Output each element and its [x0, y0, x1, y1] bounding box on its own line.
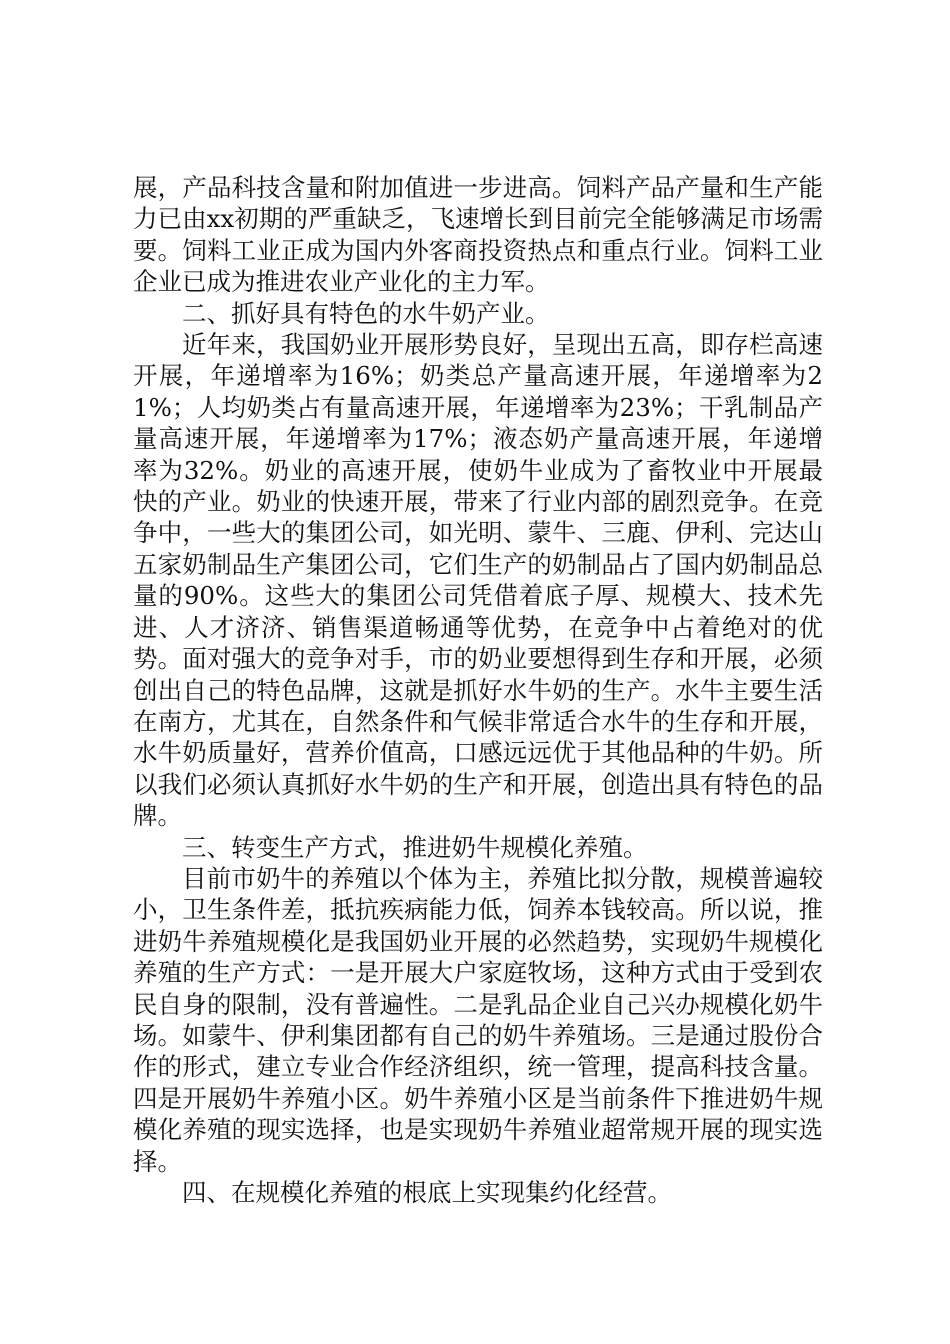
- section-heading-3: 三、转变生产方式，推进奶牛规模化养殖。: [182, 832, 648, 862]
- section-heading-4: 四、在规模化养殖的根底上实现集约化经营。: [182, 1178, 672, 1207]
- paragraph-continuation: 展，产品科技含量和附加值进一步进高。饲料产品产量和生产能力已由xx初期的严重缺乏，飞速增长到目前完全能够满足市场需要。饲料工业正成为国内外客商投资热点和重点行业。饲料工业企业已成为推进农业产业化的主力军。: [133, 173, 823, 297]
- section-heading-2: 二、抓好具有特色的水牛奶产业。: [182, 298, 550, 328]
- paragraph-scale-farming: 目前市奶牛的养殖以个体为主，养殖比拟分散，规模普遍较小，卫生条件差，抵抗疾病能力低，饲养本钱较高。所以说，推进奶牛养殖规模化是我国奶业开展的必然趋势，实现奶牛规模化养殖的生产方式：一是开展大户家庭牧场，这种方式由于受到农民自身的限制，没有普遍性。二是乳品企业自己兴办规模化奶牛场。如蒙牛、伊利集团都有自己的奶牛养殖场。三是通过股份合作的形式，建立专业合作经济组织，统一管理，提高科技含量。四是开展奶牛养殖小区。奶牛养殖小区是当前条件下推进奶牛规模化养殖的现实选择，也是实现奶牛养殖业超常规开展的现实选择。: [133, 863, 823, 1176]
- paragraph-dairy-growth: 近年来，我国奶业开展形势良好，呈现出五高，即存栏高速开展，年递增率为16%；奶类总产量高速开展，年递增率为21%；人均奶类占有量高速开展，年递增率为23%；干乳制品产量高速开展，年递增率为17%；液态奶产量高速开展，年递增率为32%。奶业的高速开展，使奶牛业成为了畜牧业中开展最快的产业。奶业的快速开展，带来了行业内部的剧烈竞争。在竞争中，一些大的集团公司，如光明、蒙牛、三鹿、伊利、完达山五家奶制品生产集团公司，它们生产的奶制品占了国内奶制品总量的90%。这些大的集团公司凭借着底子厚、规模大、技术先进、人才济济、销售渠道畅通等优势，在竞争中占着绝对的优势。面对强大的竞争对手，市的奶业要想得到生存和开展，必须创出自己的特色品牌，这就是抓好水牛奶的生产。水牛主要生活在南方，尤其在，自然条件和气候非常适合水牛的生存和开展，水牛奶质量好，营养价值高，口感远远优于其他品种的牛奶。所以我们必须认真抓好水牛奶的生产和开展，创造出具有特色的品牌。: [133, 330, 823, 831]
- document-body: [133, 172, 823, 1208]
